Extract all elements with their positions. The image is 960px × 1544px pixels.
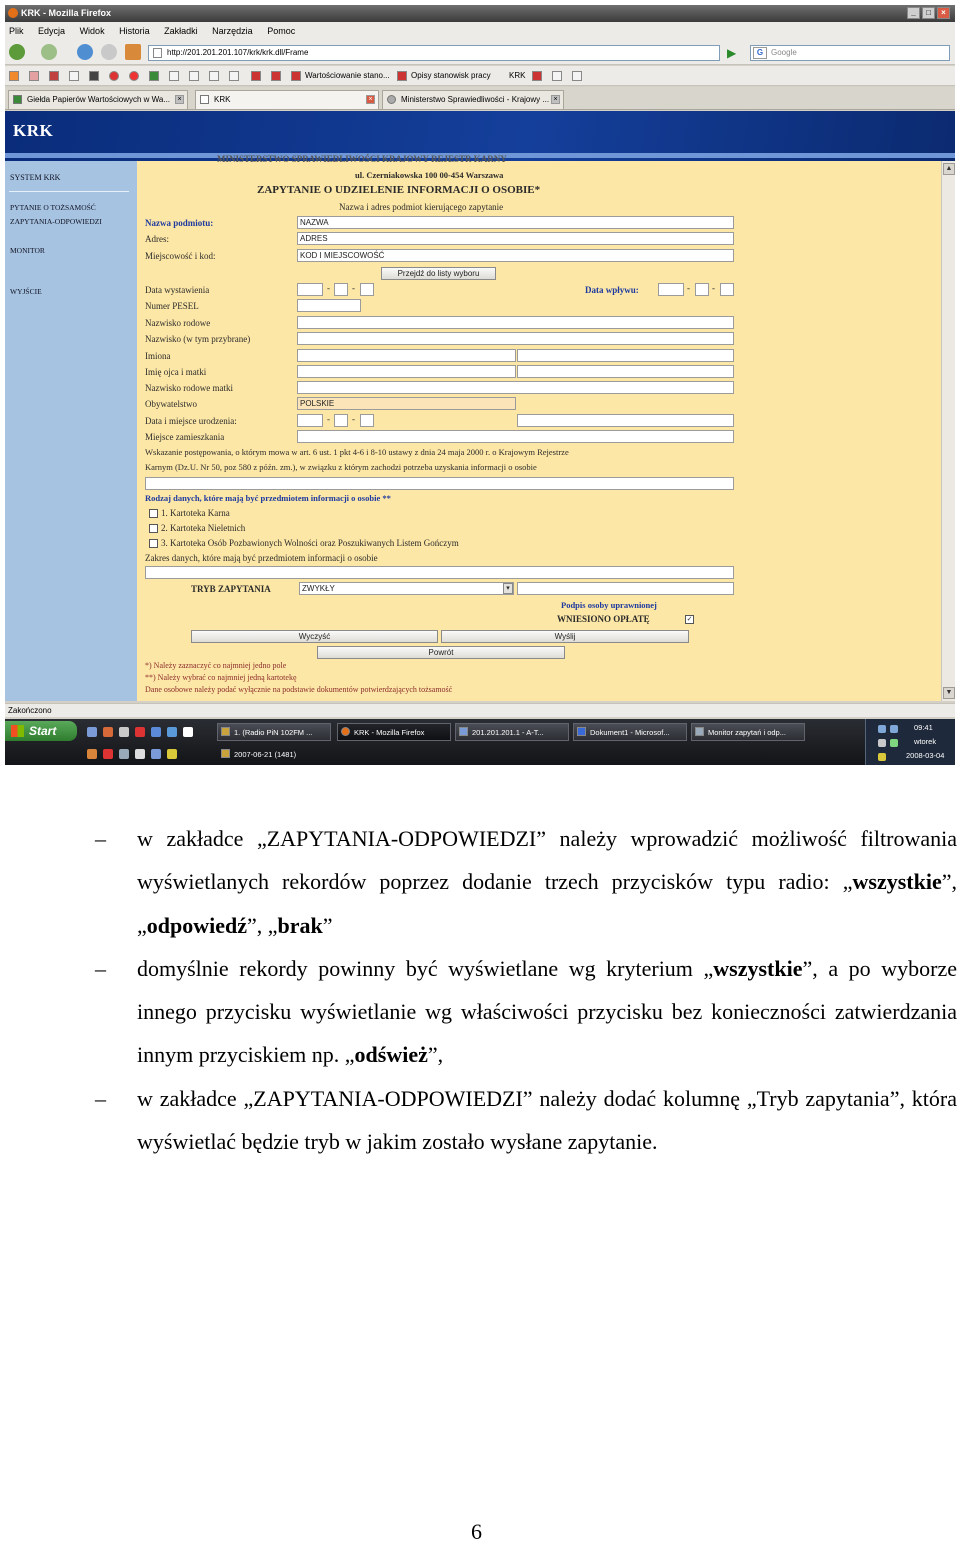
menu-tools[interactable]: Narzędzia — [212, 26, 253, 36]
clock-day: wtorek — [914, 737, 937, 746]
entity-field[interactable]: NAZWA — [297, 216, 734, 229]
bookmark-icon[interactable] — [572, 71, 582, 81]
query-form — [137, 154, 941, 701]
sidebar-divider — [9, 191, 129, 192]
given-name-2-field[interactable] — [517, 349, 734, 362]
pesel-label: Numer PESEL — [145, 301, 199, 311]
close-icon[interactable]: × — [937, 7, 950, 19]
windows-logo-icon — [11, 725, 24, 737]
start-button[interactable] — [5, 721, 77, 741]
bookmark-icon[interactable] — [209, 71, 219, 81]
given-name-field[interactable] — [297, 349, 516, 362]
bookmark-icon — [397, 71, 407, 81]
tray-icon[interactable] — [878, 739, 886, 747]
quicklaunch-icon[interactable] — [183, 727, 193, 737]
back-button[interactable]: Powrót — [317, 646, 565, 659]
sidebar-item-system[interactable]: SYSTEM KRK — [10, 173, 61, 182]
krk-sidebar — [5, 161, 137, 701]
option-juvenile-checkbox[interactable] — [149, 524, 158, 533]
note-3: Dane osobowe należy podać wyłącznie na podstawie dokumentów potwierdzających tożsamość — [145, 685, 453, 694]
bookmark-icon[interactable] — [271, 71, 281, 81]
sidebar-item-monitor[interactable]: MONITOR — [10, 246, 45, 255]
list-item — [95, 947, 957, 1077]
page-number: 6 — [471, 1519, 482, 1544]
task-label: Monitor zapytań i odp... — [708, 728, 786, 737]
tab-gpw[interactable] — [8, 90, 188, 109]
bold-keyword: brak — [277, 912, 323, 938]
tab-close-icon[interactable]: × — [551, 95, 560, 104]
tab-label: KRK — [214, 95, 231, 104]
rss-icon[interactable] — [9, 71, 19, 81]
quicklaunch-icon[interactable] — [87, 727, 97, 737]
tab-favicon — [200, 95, 209, 104]
receipt-month-field[interactable] — [695, 283, 709, 296]
birth-label: Data i miejsce urodzenia: — [145, 416, 237, 426]
quicklaunch-icon[interactable] — [151, 727, 161, 737]
bookmark-icon[interactable] — [552, 71, 562, 81]
mother-maiden-field[interactable] — [297, 381, 734, 394]
tab-ministry[interactable] — [382, 90, 564, 109]
tab-bar — [5, 87, 955, 110]
send-button[interactable]: Wyślij — [441, 630, 689, 643]
bookmark-icon — [291, 71, 301, 81]
quicklaunch-icon[interactable] — [103, 727, 113, 737]
bookmark-icon[interactable] — [169, 71, 179, 81]
issue-month-field[interactable] — [334, 283, 348, 296]
city-label: Miejscowość i kod: — [145, 251, 216, 261]
family-name-field[interactable] — [297, 316, 734, 329]
quicklaunch-icon[interactable] — [135, 749, 145, 759]
option-criminal-checkbox[interactable] — [149, 509, 158, 518]
quicklaunch-icon[interactable] — [151, 749, 161, 759]
entity-label: Nazwa podmiotu: — [145, 218, 214, 228]
fee-checkbox[interactable]: ✓ — [686, 615, 693, 623]
list-item — [95, 1077, 957, 1164]
quicklaunch-icon[interactable] — [167, 749, 177, 759]
task-icon — [577, 727, 586, 736]
bookmark-icon[interactable] — [149, 71, 159, 81]
issue-day-field[interactable] — [297, 283, 323, 296]
list-item — [95, 817, 957, 947]
receipt-date-label: Data wpływu: — [585, 285, 639, 295]
date-separator: - — [327, 283, 330, 293]
text-run: ” — [322, 912, 333, 938]
tray-icon[interactable] — [890, 725, 898, 733]
option-juvenile-label: 2. Kartoteka Nieletnich — [161, 523, 246, 533]
tab-close-icon[interactable]: × — [175, 95, 184, 104]
folder-icon — [221, 749, 230, 758]
clock-date: 2008-03-04 — [906, 751, 945, 760]
address-field[interactable]: ADRES — [297, 232, 734, 245]
tray-icon[interactable] — [878, 725, 886, 733]
task-label: 2007-06-21 (1481) — [234, 750, 297, 759]
mode-label: TRYB ZAPYTANIA — [191, 584, 271, 594]
sidebar-item-queries[interactable]: ZAPYTANIA-ODPOWIEDZI — [10, 217, 102, 226]
start-label: Start — [29, 724, 57, 738]
note-1: *) Należy zaznaczyć co najmniej jedno pole — [145, 661, 287, 670]
windows-taskbar — [5, 719, 955, 765]
menu-help[interactable]: Pomoc — [267, 26, 296, 36]
birth-place-field[interactable] — [517, 414, 734, 427]
task-radio[interactable] — [217, 723, 331, 741]
residence-field[interactable] — [297, 430, 734, 443]
father-name-field[interactable] — [297, 365, 516, 378]
google-icon: G — [753, 47, 767, 59]
task-monitor[interactable] — [691, 723, 805, 741]
date-separator: - — [352, 283, 355, 293]
option-criminal-label: 1. Kartoteka Karna — [161, 508, 230, 518]
surname-label: Nazwisko (w tym przybrane) — [145, 334, 251, 344]
task-firefox[interactable] — [337, 723, 451, 741]
quicklaunch-icon[interactable] — [167, 727, 177, 737]
form-address: ul. Czerniakowska 100 00-454 Warszawa — [355, 170, 504, 180]
address-bar[interactable] — [148, 45, 720, 61]
city-field[interactable]: KOD I MIEJSCOWOŚĆ — [297, 249, 734, 262]
form-header-cut: MINISTERSTWO SPRAWIEDLIWOŚCI KRAJOWY REJESTR KARNY — [217, 154, 507, 164]
home-icon[interactable] — [125, 44, 141, 60]
bold-keyword: wszystkie — [852, 869, 942, 895]
list-item-text — [137, 826, 957, 938]
family-name-label: Nazwisko rodowe — [145, 318, 211, 328]
date-separator: - — [327, 414, 330, 424]
issue-year-field[interactable] — [360, 283, 374, 296]
tab-label: Ministerstwo Sprawiedliwości - Krajowy ... — [401, 95, 550, 104]
address-label: Adres: — [145, 234, 169, 244]
menu-history[interactable]: Historia — [119, 26, 150, 36]
bold-keyword: odśwież — [354, 1042, 428, 1068]
date-separator: - — [352, 414, 355, 424]
task-word[interactable] — [573, 723, 687, 741]
task-label: 201.201.201.1 - A-T... — [472, 728, 544, 737]
back-icon[interactable] — [9, 44, 25, 60]
proceedings-text-2: Karnym (Dz.U. Nr 50, poz 580 z późn. zm.), w związku z którym zachodzi potrzeba uzyskania informacji o osobie — [145, 462, 537, 472]
bookmark-icon[interactable] — [89, 71, 99, 81]
menu-bookmarks[interactable]: Zakładki — [164, 26, 198, 36]
select-list-button[interactable]: Przejdź do listy wyboru — [381, 267, 496, 280]
task-label: Dokument1 - Microsof... — [590, 728, 670, 737]
form-subtitle: Nazwa i adres podmiot kierującego zapytanie — [339, 202, 504, 212]
system-tray — [865, 719, 955, 765]
tab-favicon — [13, 95, 22, 104]
surname-field[interactable] — [297, 332, 734, 345]
bookmark-icon[interactable] — [229, 71, 239, 81]
task-icon — [341, 727, 350, 736]
list-item-text — [137, 956, 957, 1068]
navigation-toolbar — [5, 39, 955, 65]
window-title: KRK - Mozilla Firefox — [21, 8, 112, 18]
maximize-icon[interactable]: □ — [922, 7, 935, 19]
quicklaunch-icon[interactable] — [87, 749, 97, 759]
residence-label: Miejsce zamieszkania — [145, 432, 225, 442]
proceedings-field[interactable] — [145, 477, 734, 490]
text-run: ”, a po wyborze innego przycisku wyświetlanie wg właściwości przycisku bez konieczności zatwierdzania innym przyciskiem np. „ — [137, 955, 957, 1068]
mode-extra-field[interactable] — [517, 582, 734, 595]
bookmark-icon[interactable] — [189, 71, 199, 81]
bookmark-icon[interactable] — [69, 71, 79, 81]
clock-time: 09:41 — [914, 723, 933, 732]
text-run: w zakładce „ZAPYTANIA-ODPOWIEDZI” należy wprowadzić możliwość filtrowania wyświetlanych rekordów poprzez dodanie trzech przycisków typu radio: „ — [137, 826, 957, 895]
reload-icon[interactable] — [77, 44, 93, 60]
bookmark-valuation[interactable]: Wartościowanie stano... — [305, 71, 390, 80]
bookmark-icon[interactable] — [109, 71, 119, 81]
menu-file[interactable]: Plik — [9, 26, 24, 36]
citizenship-label: Obywatelstwo — [145, 399, 197, 409]
bold-keyword: odpowiedź — [146, 912, 248, 938]
quicklaunch-icon[interactable] — [103, 749, 113, 759]
birth-year-field[interactable] — [360, 414, 374, 427]
parents-label: Imię ojca i matki — [145, 367, 207, 377]
menu-view[interactable]: Widok — [79, 26, 105, 36]
list-dash: – — [95, 1085, 106, 1111]
citizenship-field[interactable]: POLSKIE — [297, 397, 516, 410]
form-title: ZAPYTANIE O UDZIELENIE INFORMACJI O OSOBIE* — [257, 184, 541, 196]
date-separator: - — [687, 283, 690, 293]
proceedings-text-1: Wskazanie postępowania, o którym mowa w art. 6 ust. 1 pkt 4-6 i 8-10 ustawy z dnia 24 maja 2000 r. o Krajowym Rejestrze — [145, 447, 569, 457]
receipt-year-field[interactable] — [720, 283, 734, 296]
firefox-icon — [8, 8, 18, 18]
bookmarks-toolbar — [5, 66, 955, 86]
text-run: domyślnie rekordy powinny być wyświetlane wg kryterium „ — [137, 955, 714, 981]
task-label: 1. (Radio PiN 102FM ... — [234, 728, 313, 737]
issue-date-label: Data wystawienia — [145, 285, 210, 295]
tab-label: Giełda Papierów Wartościowych w Wa... — [27, 95, 171, 104]
sidebar-item-identity[interactable]: PYTANIE O TOŻSAMOŚĆ — [10, 203, 96, 212]
page-scrollbar[interactable] — [941, 161, 955, 701]
tab-close-icon[interactable]: × — [366, 95, 375, 104]
data-kind-label: Rodzaj danych, które mają być przedmiotem informacji o osobie ** — [145, 493, 391, 503]
date-separator: - — [712, 283, 715, 293]
krk-logo: KRK — [13, 121, 54, 140]
scope-field[interactable] — [145, 566, 734, 579]
bookmark-icon[interactable] — [49, 71, 59, 81]
bookmark-icon[interactable] — [251, 71, 261, 81]
task-icon — [695, 727, 704, 736]
bookmark-icon[interactable] — [532, 71, 542, 81]
status-text: Zakończono — [8, 706, 52, 715]
search-input[interactable] — [750, 45, 950, 61]
receipt-day-field[interactable] — [658, 283, 684, 296]
menu-edit[interactable]: Edycja — [38, 26, 66, 36]
birth-day-field[interactable] — [297, 414, 323, 427]
clear-button[interactable]: Wyczyść — [191, 630, 438, 643]
text-run: ”, — [427, 1042, 444, 1068]
task-terminal[interactable] — [455, 723, 569, 741]
task-icon — [459, 727, 468, 736]
window-titlebar — [5, 5, 955, 22]
pesel-field[interactable] — [297, 299, 361, 312]
chevron-down-icon[interactable]: ▾ — [503, 583, 513, 594]
scroll-up-icon[interactable]: ▲ — [943, 163, 955, 175]
browser-screenshot — [5, 5, 955, 765]
status-bar — [5, 703, 955, 717]
scroll-down-icon[interactable]: ▼ — [943, 687, 955, 699]
quicklaunch-icon[interactable] — [135, 727, 145, 737]
menu-bar — [5, 22, 955, 39]
tab-favicon — [387, 95, 396, 104]
mode-select[interactable]: ZWYKŁY — [299, 582, 514, 595]
option-prisoners-label: 3. Kartoteka Osób Pozbawionych Wolności oraz Poszukiwanych Listem Gończym — [161, 538, 459, 548]
task-folder[interactable] — [217, 745, 331, 763]
minimize-icon[interactable]: _ — [907, 7, 920, 19]
stop-icon[interactable] — [101, 44, 117, 60]
tray-icon[interactable] — [878, 753, 886, 761]
text-run: w zakładce „ZAPYTANIA-ODPOWIEDZI” należy dodać kolumnę „Tryb zapytania”, która wyświetlać będzie tryb w jakim zostało wysłane zapytanie. — [137, 1085, 957, 1155]
task-label: KRK - Mozilla Firefox — [354, 728, 425, 737]
list-dash: – — [95, 955, 106, 981]
fee-label: WNIESIONO OPŁATĘ — [557, 614, 650, 624]
sidebar-item-exit[interactable]: WYJŚCIE — [10, 287, 42, 296]
bookmark-krk[interactable]: KRK — [509, 71, 526, 80]
task-icon — [221, 727, 230, 736]
note-2: **) Należy wybrać co najmniej jedną kartotekę — [145, 673, 297, 682]
bookmark-icon[interactable] — [129, 71, 139, 81]
text-run: ”, „ — [247, 912, 278, 938]
scope-label: Zakres danych, które mają być przedmiotem informacji o osobie — [145, 553, 378, 563]
birth-month-field[interactable] — [334, 414, 348, 427]
bookmark-job-descriptions[interactable]: Opisy stanowisk pracy — [411, 71, 491, 80]
search-placeholder: Google — [771, 48, 797, 57]
list-dash: – — [95, 826, 106, 851]
go-icon[interactable]: ▶ — [727, 46, 737, 60]
forward-icon[interactable] — [41, 44, 57, 60]
given-name-label: Imiona — [145, 351, 171, 361]
signature-label: Podpis osoby uprawnionej — [561, 600, 657, 610]
bold-keyword: wszystkie — [713, 955, 803, 981]
address-bar-url: http://201.201.201.107/krk/krk.dll/Frame — [167, 48, 309, 57]
quicklaunch-icon[interactable] — [119, 749, 129, 759]
bookmark-icon[interactable] — [29, 71, 39, 81]
quicklaunch-icon[interactable] — [119, 727, 129, 737]
mother-name-field[interactable] — [517, 365, 734, 378]
list-item-text — [137, 1086, 957, 1154]
option-prisoners-checkbox[interactable] — [149, 539, 158, 548]
page-icon — [153, 48, 162, 58]
tray-icon[interactable] — [890, 739, 898, 747]
tab-krk[interactable] — [195, 90, 379, 109]
mother-maiden-label: Nazwisko rodowe matki — [145, 383, 233, 393]
requirements-list — [95, 817, 957, 1163]
text-run: ”, „ — [137, 869, 957, 938]
